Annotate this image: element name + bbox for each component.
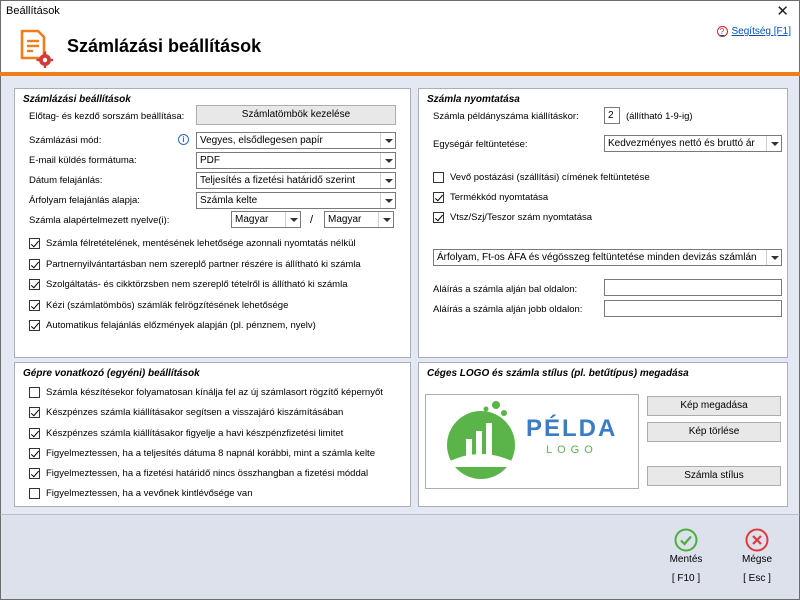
help-icon: ?: [717, 26, 728, 37]
chevron-down-icon: [380, 153, 395, 168]
page-title: Számlázási beállítások: [67, 36, 262, 56]
default-language-label: Számla alapértelmezett nyelve(i):: [29, 215, 170, 226]
rate-basis-label: Árfolyam felajánlás alapja:: [29, 195, 140, 206]
checkbox[interactable]: [433, 172, 444, 183]
checkbox[interactable]: [433, 192, 444, 203]
billing-check-3[interactable]: Kézi (számlatömbös) számlák felrögzítésének lehetősége: [29, 300, 288, 311]
checkbox[interactable]: [29, 279, 40, 290]
chevron-down-icon: [378, 212, 393, 227]
rate-basis-select[interactable]: Számla kelte: [196, 192, 396, 209]
invoice-settings-icon: [19, 28, 53, 68]
print-check-2[interactable]: Vtsz/Szj/Teszor szám nyomtatása: [433, 212, 592, 223]
machine-check-4[interactable]: Figyelmeztessen, ha a fizetési határidő nincs összhangban a fizetési móddal: [29, 468, 368, 479]
mode-label: Számlázási mód:: [29, 135, 102, 146]
date-offer-label: Dátum felajánlás:: [29, 175, 103, 186]
unit-price-select[interactable]: Kedvezményes nettó és bruttó ár: [604, 135, 782, 152]
billing-mode-select[interactable]: Vegyes, elsődlegesen papír: [196, 132, 396, 149]
panel-title: Gépre vonatkozó (egyéni) beállítások: [23, 368, 200, 379]
checkmark-icon: [674, 528, 698, 552]
manage-pads-button[interactable]: Számlatömbök kezelése: [196, 105, 396, 125]
window-title: Beállítások: [6, 5, 60, 17]
language-primary-select[interactable]: Magyar: [231, 211, 301, 228]
fx-display-select[interactable]: Árfolyam, Ft-os ÁFA és végösszeg feltüntetése minden devizás számlán: [433, 249, 782, 266]
save-button[interactable]: [664, 528, 708, 584]
cancel-button[interactable]: [735, 528, 779, 584]
logo-subtext: LOGO: [546, 444, 598, 456]
cancel-icon: [745, 528, 769, 552]
signature-left-label: Aláírás a számla alján bal oldalon:: [433, 284, 578, 295]
checkbox[interactable]: [29, 387, 40, 398]
machine-check-0[interactable]: Számla készítésekor folyamatosan kínálja fel az új számlasort rögzítő képernyőt: [29, 387, 383, 398]
checkbox[interactable]: [29, 300, 40, 311]
close-icon[interactable]: ✕: [776, 3, 789, 20]
chevron-down-icon: [380, 133, 395, 148]
signature-right-label: Aláírás a számla alján jobb oldalon:: [433, 304, 583, 315]
checkbox[interactable]: [433, 212, 444, 223]
email-format-select[interactable]: PDF: [196, 152, 396, 169]
window-titlebar: [0, 0, 800, 22]
checkbox[interactable]: [29, 320, 40, 331]
invoice-style-button[interactable]: Számla stílus: [647, 466, 781, 486]
copies-label: Számla példányszáma kiállításkor:: [433, 111, 579, 122]
logo-text: PÉLDA: [526, 415, 618, 442]
help-link[interactable]: [717, 26, 791, 37]
copies-hint: (állítható 1-9-ig): [626, 111, 693, 122]
signature-left-input[interactable]: [604, 279, 782, 296]
checkbox[interactable]: [29, 468, 40, 479]
print-check-1[interactable]: Termékkód nyomtatása: [433, 192, 548, 203]
prefix-label: Előtag- és kezdő sorszám beállítása:: [29, 111, 185, 122]
billing-check-0[interactable]: Számla félretételének, mentésének lehetősége azonnali nyomtatás nélkül: [29, 238, 355, 249]
delete-image-button[interactable]: Kép törlése: [647, 422, 781, 442]
chevron-down-icon: [285, 212, 300, 227]
checkbox[interactable]: [29, 488, 40, 499]
unit-price-label: Egységár feltüntetése:: [433, 139, 528, 150]
machine-check-3[interactable]: Figyelmeztessen, ha a teljesítés dátuma 8 napnál korábbi, mint a számla kelte: [29, 448, 375, 459]
language-secondary-select[interactable]: Magyar: [324, 211, 394, 228]
set-image-button[interactable]: Kép megadása: [647, 396, 781, 416]
chevron-down-icon: [766, 250, 781, 265]
billing-check-1[interactable]: Partnernyilvántartásban nem szereplő partner részére is állítható ki számla: [29, 259, 361, 270]
info-icon[interactable]: i: [178, 134, 189, 145]
checkbox[interactable]: [29, 428, 40, 439]
cancel-label: Mégse: [741, 554, 772, 565]
machine-check-1[interactable]: Készpénzes számla kiállításakor segítsen a visszajáró kiszámításában: [29, 407, 343, 418]
invoice-print-panel: [418, 88, 788, 358]
chevron-down-icon: [766, 136, 781, 151]
chevron-down-icon: [380, 193, 395, 208]
checkbox[interactable]: [29, 259, 40, 270]
cancel-shortcut: [ Esc ]: [743, 573, 771, 584]
print-check-0[interactable]: Vevő postázási (szállítási) címének feltüntetése: [433, 172, 650, 183]
machine-check-5[interactable]: Figyelmeztessen, ha a vevőnek kintlévősége van: [29, 488, 252, 499]
chevron-down-icon: [380, 173, 395, 188]
billing-check-4[interactable]: Automatikus felajánlás előzmények alapján (pl. pénznem, nyelv): [29, 320, 316, 331]
checkbox[interactable]: [29, 407, 40, 418]
checkbox[interactable]: [29, 448, 40, 459]
logo-preview: [425, 394, 639, 489]
save-label: Mentés: [669, 554, 703, 565]
signature-right-input[interactable]: [604, 300, 782, 317]
date-offer-select[interactable]: Teljesítés a fizetési határidő szerint: [196, 172, 396, 189]
panel-title: Számlázási beállítások: [23, 94, 131, 105]
machine-check-2[interactable]: Készpénzes számla kiállításakor figyelje a havi készpénzfizetési limitet: [29, 428, 343, 439]
billing-check-2[interactable]: Szolgáltatás- és cikktörzsben nem szereplő tételről is állítható ki számla: [29, 279, 348, 290]
save-shortcut: [ F10 ]: [671, 573, 701, 584]
copies-input[interactable]: 2: [604, 107, 620, 124]
panel-title: Számla nyomtatása: [427, 94, 520, 105]
checkbox[interactable]: [29, 238, 40, 249]
language-separator: /: [310, 214, 314, 226]
email-format-label: E-mail küldés formátuma:: [29, 155, 137, 166]
panel-title: Céges LOGO és számla stílus (pl. betűtípus) megadása: [427, 368, 689, 379]
page-header: [0, 22, 800, 72]
help-link-label: Segítség [F1]: [731, 26, 791, 37]
